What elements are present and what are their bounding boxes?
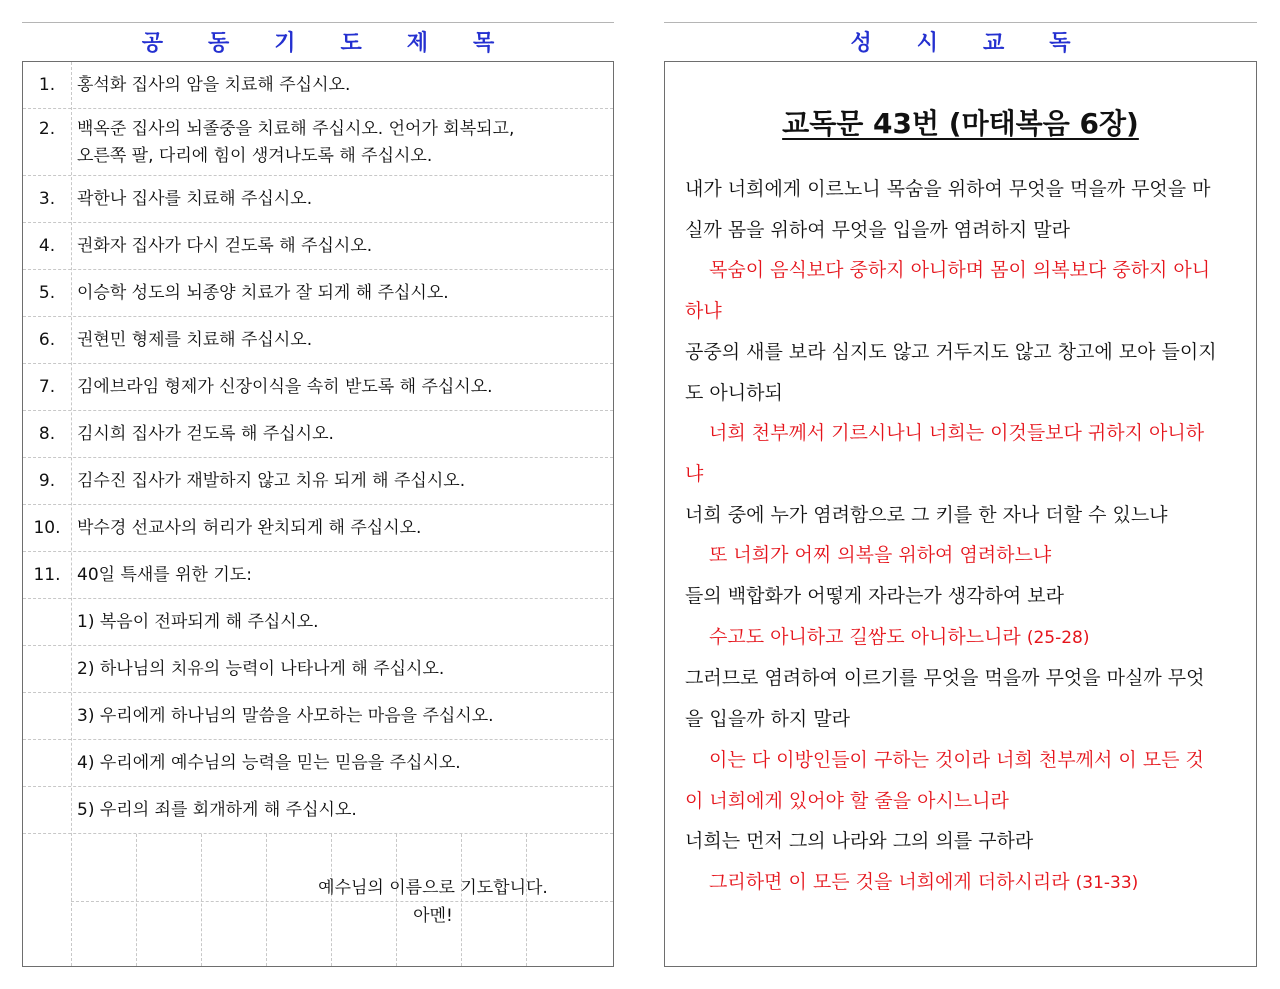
- verse-line: 너희 중에 누가 염려함으로 그 키를 한 자나 더할 수 있느냐: [685, 503, 1168, 526]
- verse-list: [685, 169, 1248, 904]
- verse-line-response: [685, 862, 1248, 904]
- title-char: 제: [406, 30, 429, 56]
- title-char: 도: [340, 30, 362, 56]
- prayer-subitem: [23, 599, 613, 646]
- verse-line: 실까 몸을 위하여 무엇을 입을까 염려하지 말라: [685, 218, 1070, 241]
- item-number: 7.: [38, 377, 56, 397]
- verse-text: 수고도 아니하고 길쌈도 아니하느니라: [709, 625, 1021, 648]
- prayer-item: [23, 109, 613, 176]
- item-number: 10.: [33, 518, 61, 538]
- prayer-item: [23, 270, 613, 317]
- item-text: 김에브라임 형제가 신장이식을 속히 받도록 해 주십시오.: [77, 377, 493, 397]
- prayer-item: [23, 364, 613, 411]
- title-char: 공: [141, 30, 163, 56]
- item-text: 곽한나 집사를 치료해 주십시오.: [77, 189, 313, 209]
- verse-reference: (31-33): [1075, 872, 1139, 893]
- title-char: 목: [473, 30, 495, 56]
- grid-line: [201, 834, 202, 966]
- item-number: 11.: [33, 565, 61, 585]
- verse-line: 그러므로 염려하여 이르기를 무엇을 먹을까 무엇을 마실까 무엇: [685, 667, 1205, 690]
- prayer-subitem: [23, 646, 613, 693]
- reading-section-title: [664, 26, 1257, 56]
- item-text: 권화자 집사가 다시 걷도록 해 주십시오.: [77, 236, 373, 256]
- prayer-section-title: [22, 26, 614, 56]
- item-text: 백옥준 집사의 뇌졸중을 치료해 주십시오. 언어가 회복되고, 오른쪽 팔, 다리에 힘이 생겨나도록 해 주십시오.: [77, 119, 515, 166]
- prayer-item: [23, 62, 613, 109]
- amen: 아멘!: [413, 906, 453, 926]
- item-number: 5.: [38, 283, 56, 303]
- verse-line-response: 너희 천부께서 기르시나니 너희는 이것들보다 귀하지 아니하: [709, 422, 1205, 445]
- verse-reference: (25-28): [1026, 627, 1090, 648]
- item-number: 4.: [38, 236, 56, 256]
- prayer-subitem: [23, 787, 613, 834]
- verse-line: 내가 너희에게 이르노니 목숨을 위하여 무엇을 먹을까 무엇을 마: [685, 178, 1211, 200]
- grid-line: [136, 834, 137, 966]
- item-text: 박수경 선교사의 허리가 완치되게 해 주십시오.: [77, 518, 422, 538]
- verse-line-response: 이 너희에게 있어야 할 줄을 아시느니라: [685, 789, 1009, 812]
- prayer-item: [23, 176, 613, 223]
- item-text: 1) 복음이 전파되게 해 주십시오.: [77, 612, 319, 632]
- item-number: 6.: [38, 330, 56, 350]
- item-text: 5) 우리의 죄를 회개하게 해 주십시오.: [77, 800, 357, 820]
- left-top-rule: [22, 22, 614, 23]
- verse-line: 너희는 먼저 그의 나라와 그의 의를 구하라: [685, 830, 1034, 853]
- item-text: 이승학 성도의 뇌종양 치료가 잘 되게 해 주십시오.: [77, 283, 449, 303]
- item-text: 권현민 형제를 치료해 주십시오.: [77, 330, 313, 350]
- verse-line: 을 입을까 하지 말라: [685, 708, 850, 731]
- item-text: 2) 하나님의 치유의 능력이 나타나게 해 주십시오.: [77, 659, 445, 679]
- prayer-item: [23, 458, 613, 505]
- verse-line: 공중의 새를 보라 심지도 않고 거두지도 않고 창고에 모아 들이지: [685, 340, 1217, 363]
- right-top-rule: [664, 22, 1257, 23]
- item-text: 홍석화 집사의 암을 치료해 주십시오.: [77, 75, 351, 95]
- title-char: 시: [916, 30, 938, 56]
- prayer-subitem: [23, 693, 613, 740]
- prayer-list-panel: [22, 61, 614, 967]
- item-number: 2.: [38, 119, 56, 139]
- title-char: 기: [274, 30, 296, 56]
- verse-line-response: 목숨이 음식보다 중하지 아니하며 몸이 의복보다 중하지 아니: [709, 259, 1211, 282]
- verse-text: 그리하면 이 모든 것을 너희에게 더하시리라: [709, 870, 1070, 893]
- item-text: 김수진 집사가 재발하지 않고 치유 되게 해 주십시오.: [77, 471, 466, 491]
- item-number: 1.: [38, 75, 56, 95]
- verse-line: 들의 백합화가 어떻게 자라는가 생각하여 보라: [685, 585, 1064, 608]
- item-number: 3.: [38, 189, 56, 209]
- title-char: 독: [1049, 30, 1071, 56]
- responsive-reading-panel: [664, 61, 1257, 967]
- item-text: 4) 우리에게 예수님의 능력을 믿는 믿음을 주십시오.: [77, 753, 461, 773]
- verse-line: 도 아니하되: [685, 381, 783, 404]
- verse-line-response: 하냐: [685, 300, 722, 323]
- prayer-item: [23, 552, 613, 599]
- title-char: 성: [850, 30, 872, 56]
- prayer-subitem: [23, 740, 613, 787]
- item-number: 8.: [38, 424, 56, 444]
- item-number: 9.: [38, 471, 56, 491]
- prayer-item: [23, 317, 613, 364]
- title-char: 교: [983, 30, 1005, 56]
- prayer-item: [23, 505, 613, 552]
- closing-line: 예수님의 이름으로 기도합니다.: [318, 878, 548, 898]
- closing-prayer: [263, 874, 603, 930]
- verse-line-response: 또 너희가 어찌 의복을 위하여 염려하느냐: [709, 544, 1052, 567]
- verse-line-response: 냐: [685, 462, 704, 485]
- prayer-item: [23, 223, 613, 270]
- prayer-item: [23, 411, 613, 458]
- item-text: 김시희 집사가 걷도록 해 주십시오.: [77, 424, 334, 444]
- reading-heading: 교독문 43번 (마태복음 6장): [782, 107, 1139, 140]
- verse-line-response: 이는 다 이방인들이 구하는 것이라 너희 천부께서 이 모든 것: [709, 748, 1204, 771]
- verse-line-response: [685, 617, 1248, 659]
- title-char: 동: [207, 30, 230, 56]
- item-text: 3) 우리에게 하나님의 말씀을 사모하는 마음을 주십시오.: [77, 706, 494, 726]
- item-text: 40일 특새를 위한 기도:: [77, 565, 252, 585]
